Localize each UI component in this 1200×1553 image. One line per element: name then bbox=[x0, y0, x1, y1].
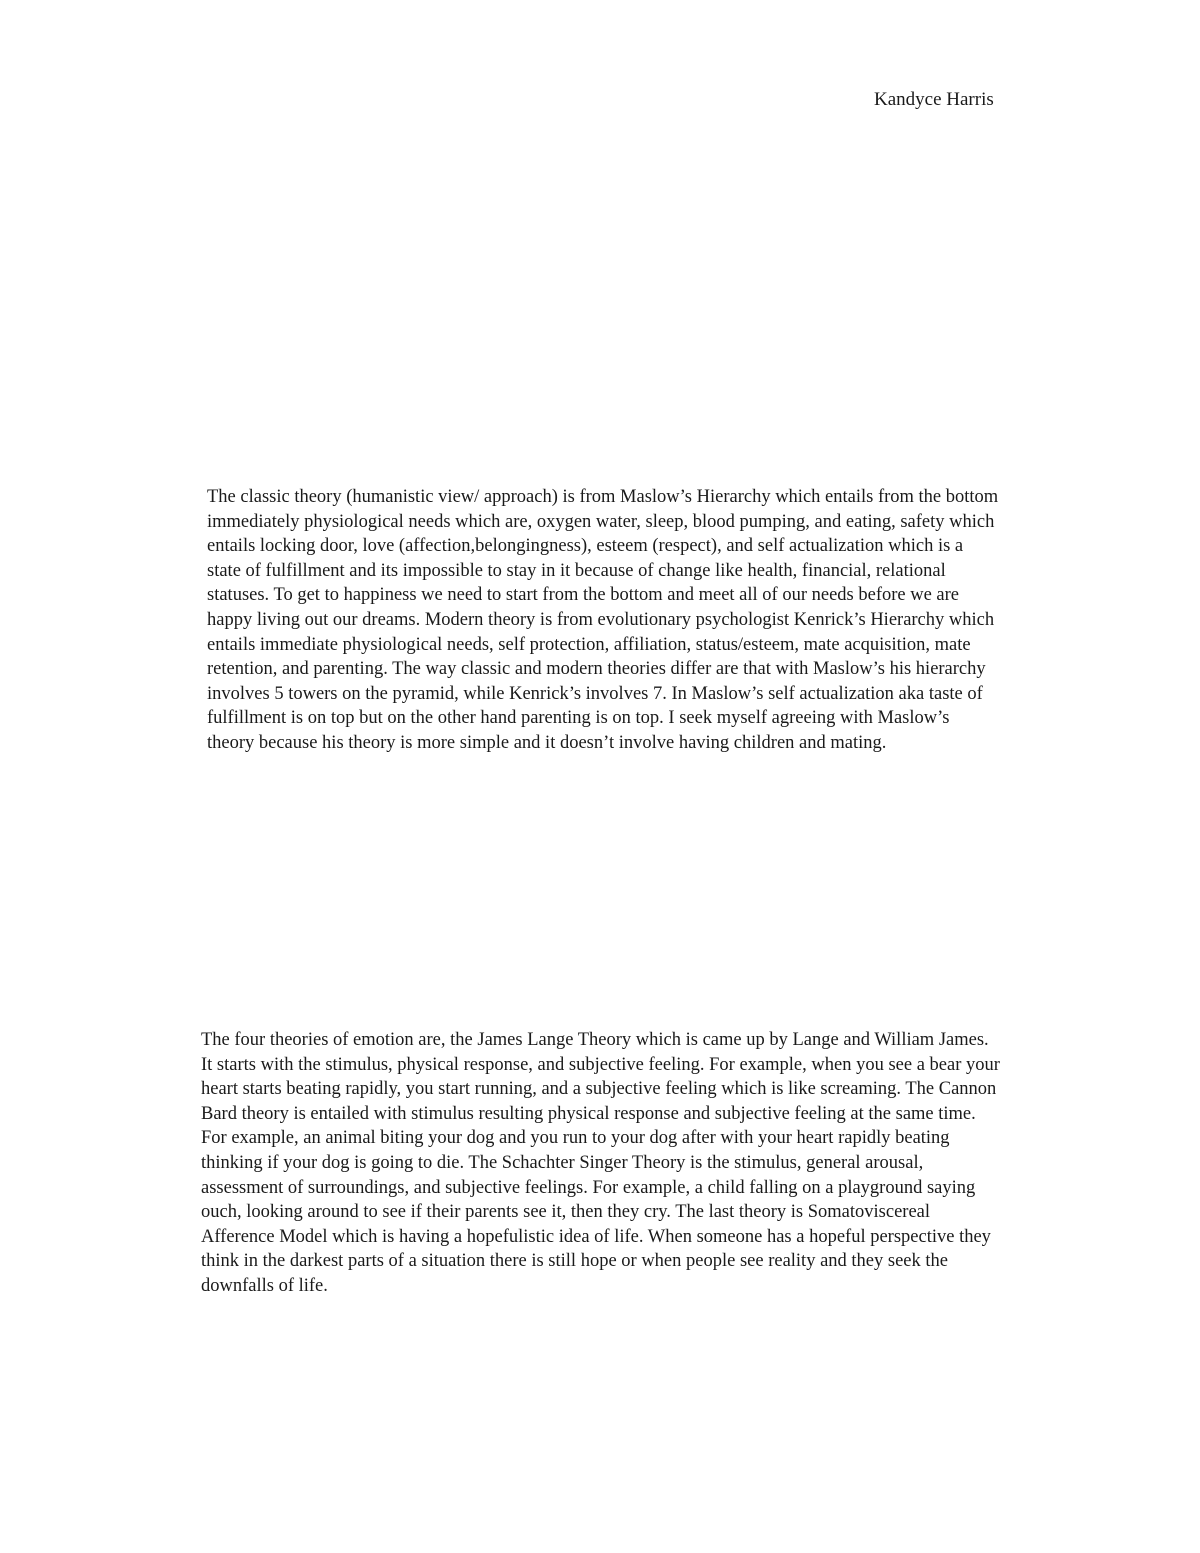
paragraph-line: happy living out our dreams. Modern theory is from evolutionary psychologist Kenrick’s Hierarchy which bbox=[207, 609, 995, 630]
paragraph-line: involves 5 towers on the pyramid, while Kenrick’s involves 7. In Maslow’s self actualization aka taste of bbox=[207, 683, 983, 704]
paragraph-line: retention, and parenting. The way classic and modern theories differ are that with Maslow’s his hierarchy bbox=[207, 659, 986, 680]
paragraph-line: The four theories of emotion are, the James Lange Theory which is came up by Lange and William James. bbox=[201, 1030, 989, 1050]
paragraph-line: fulfillment is on top but on the other hand parenting is on top. I seek myself agreeing with Maslow’s bbox=[207, 708, 950, 729]
paragraph-line: For example, an animal biting your dog and you run to your dog after with your heart rapidly beating bbox=[201, 1128, 950, 1149]
author-name: Kandyce Harris bbox=[874, 89, 994, 110]
paragraph-theories-of-emotion bbox=[201, 1028, 1141, 1299]
paragraph-line: It starts with the stimulus, physical response, and subjective feeling. For example, when you see a bear your bbox=[201, 1054, 1000, 1075]
paragraph-line: statuses. To get to happiness we need to start from the bottom and meet all of our needs before we are bbox=[207, 585, 960, 606]
paragraph-line: The classic theory (humanistic view/ approach) is from Maslow’s Hierarchy which entails from the bottom bbox=[207, 487, 999, 507]
paragraph-line: Bard theory is entailed with stimulus resulting physical response and subjective feeling at the same time. bbox=[201, 1103, 976, 1124]
paragraph-line: downfalls of life. bbox=[201, 1275, 328, 1296]
paragraph-line: heart starts beating rapidly, you start running, and a subjective feeling which is like screaming. The Cannon bbox=[201, 1079, 997, 1100]
paragraph-line: immediately physiological needs which are, oxygen water, sleep, blood pumping, and eating, safety which bbox=[207, 511, 995, 532]
paragraph-line: entails locking door, love (affection,belongingness), esteem (respect), and self actualization which is a bbox=[207, 536, 964, 557]
paragraph-maslow-kenrick bbox=[207, 485, 1137, 756]
paragraph-line: think in the darkest parts of a situation there is still hope or when people see reality and they seek the bbox=[201, 1251, 948, 1272]
paragraph-line: state of fulfillment and its impossible to stay in it because of change like health, financial, relational bbox=[207, 560, 946, 581]
paragraph-line: thinking if your dog is going to die. The Schachter Singer Theory is the stimulus, general arousal, bbox=[201, 1152, 924, 1173]
paragraph-line: theory because his theory is more simple and it doesn’t involve having children and mating. bbox=[207, 732, 887, 753]
paragraph-line: entails immediate physiological needs, self protection, affiliation, status/esteem, mate acquisition, mate bbox=[207, 634, 971, 655]
paragraph-line: assessment of surroundings, and subjective feelings. For example, a child falling on a playground saying bbox=[201, 1177, 976, 1198]
paragraph-line: ouch, looking around to see if their parents see it, then they cry. The last theory is Somatoviscereal bbox=[201, 1202, 931, 1223]
paragraph-line: Afference Model which is having a hopefulistic idea of life. When someone has a hopeful perspective they bbox=[201, 1226, 991, 1247]
